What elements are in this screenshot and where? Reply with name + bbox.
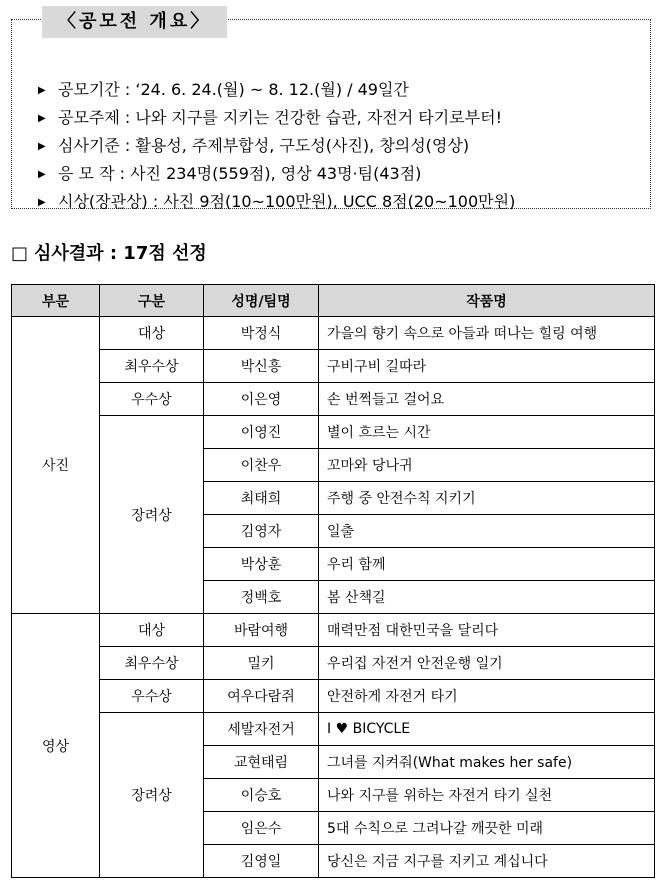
title-cell: 안전하게 자전거 타기 (319, 680, 655, 713)
award-cell: 최우수상 (100, 647, 204, 680)
title-cell: 봄 산책길 (319, 581, 655, 614)
overview-item-theme (38, 104, 515, 132)
table-row (12, 350, 655, 383)
triangle-bullet-icon: ▶ (38, 169, 46, 180)
checkbox-square-icon: □ (11, 243, 29, 264)
award-cell: 대상 (100, 614, 204, 647)
triangle-bullet-icon: ▶ (38, 197, 46, 208)
header-category: 부문 (12, 285, 100, 317)
name-cell: 이찬우 (204, 449, 319, 482)
title-cell: 주행 중 안전수칙 지키기 (319, 482, 655, 515)
title-cell: 당신은 지금 지구를 지키고 계십니다 (319, 845, 655, 878)
title-cell: 구비구비 길따라 (319, 350, 655, 383)
table-row (12, 416, 655, 449)
header-name: 성명/팀명 (204, 285, 319, 317)
table-row (12, 713, 655, 746)
name-cell: 밀키 (204, 647, 319, 680)
title-cell: 손 번쩍들고 걸어요 (319, 383, 655, 416)
table-row (12, 317, 655, 350)
overview-box (11, 19, 651, 209)
name-cell: 박정식 (204, 317, 319, 350)
name-cell: 이은영 (204, 383, 319, 416)
overview-text: 심사기준 : 활용성, 주제부합성, 구도성(사진), 창의성(영상) (58, 136, 470, 155)
name-cell: 임은수 (204, 812, 319, 845)
award-cell: 최우수상 (100, 350, 204, 383)
overview-text: 시상(장관상) : 사진 9점(10~100만원), UCC 8점(20~100만원) (58, 192, 516, 211)
title-cell: 나와 지구를 위하는 자전거 타기 실천 (319, 779, 655, 812)
name-cell: 교현태림 (204, 746, 319, 779)
overview-list (38, 76, 515, 216)
triangle-bullet-icon: ▶ (38, 113, 46, 124)
result-heading-text: 심사결과 : 17점 선정 (34, 243, 207, 264)
overview-title: 〈공모전 개요〉 (42, 6, 227, 38)
title-cell (319, 713, 655, 746)
header-title: 작품명 (319, 285, 655, 317)
title-cell: 가을의 향기 속으로 아들과 떠나는 힐링 여행 (319, 317, 655, 350)
title-suffix: BICYCLE (352, 721, 411, 737)
table-header-row (12, 285, 655, 317)
name-cell: 김영자 (204, 515, 319, 548)
name-cell: 이영진 (204, 416, 319, 449)
category-cell-photo: 사진 (12, 317, 100, 614)
name-cell: 이승호 (204, 779, 319, 812)
title-cell: 매력만점 대한민국을 달리다 (319, 614, 655, 647)
award-cell: 장려상 (100, 416, 204, 614)
overview-item-period (38, 76, 515, 104)
award-cell: 우수상 (100, 680, 204, 713)
name-cell: 바람여행 (204, 614, 319, 647)
title-cell: 그녀를 지켜줘(What makes her safe) (319, 746, 655, 779)
title-prefix: I (327, 721, 332, 737)
name-cell: 여우다람쥐 (204, 680, 319, 713)
name-cell: 박신흥 (204, 350, 319, 383)
table-row (12, 680, 655, 713)
title-cell: 우리 함께 (319, 548, 655, 581)
table-row (12, 383, 655, 416)
name-cell: 세발자전거 (204, 713, 319, 746)
award-cell: 대상 (100, 317, 204, 350)
results-table (11, 284, 655, 878)
table-row (12, 614, 655, 647)
name-cell: 최태희 (204, 482, 319, 515)
overview-text: 응 모 작 : 사진 234명(559점), 영상 43명·팀(43점) (58, 164, 422, 183)
award-cell: 장려상 (100, 713, 204, 878)
overview-item-entries (38, 160, 515, 188)
overview-item-criteria (38, 132, 515, 160)
title-cell: 꼬마와 당나귀 (319, 449, 655, 482)
overview-item-prize (38, 188, 515, 216)
name-cell: 박상훈 (204, 548, 319, 581)
header-award: 구분 (100, 285, 204, 317)
title-cell: 5대 수칙으로 그려나갈 깨끗한 미래 (319, 812, 655, 845)
overview-text: 공모주제 : 나와 지구를 지키는 건강한 습관, 자전거 타기로부터! (58, 108, 502, 127)
heart-icon: ♥ (335, 721, 349, 737)
triangle-bullet-icon: ▶ (38, 85, 46, 96)
overview-text: 공모기간 : ‘24. 6. 24.(월) ~ 8. 12.(월) / 49일간 (58, 80, 409, 99)
name-cell: 정백호 (204, 581, 319, 614)
title-cell: 일출 (319, 515, 655, 548)
category-cell-video: 영상 (12, 614, 100, 878)
table-row (12, 647, 655, 680)
title-cell: 우리집 자전거 안전운행 일기 (319, 647, 655, 680)
title-cell: 별이 흐르는 시간 (319, 416, 655, 449)
result-heading (11, 240, 207, 268)
name-cell: 김영일 (204, 845, 319, 878)
award-cell: 우수상 (100, 383, 204, 416)
triangle-bullet-icon: ▶ (38, 141, 46, 152)
